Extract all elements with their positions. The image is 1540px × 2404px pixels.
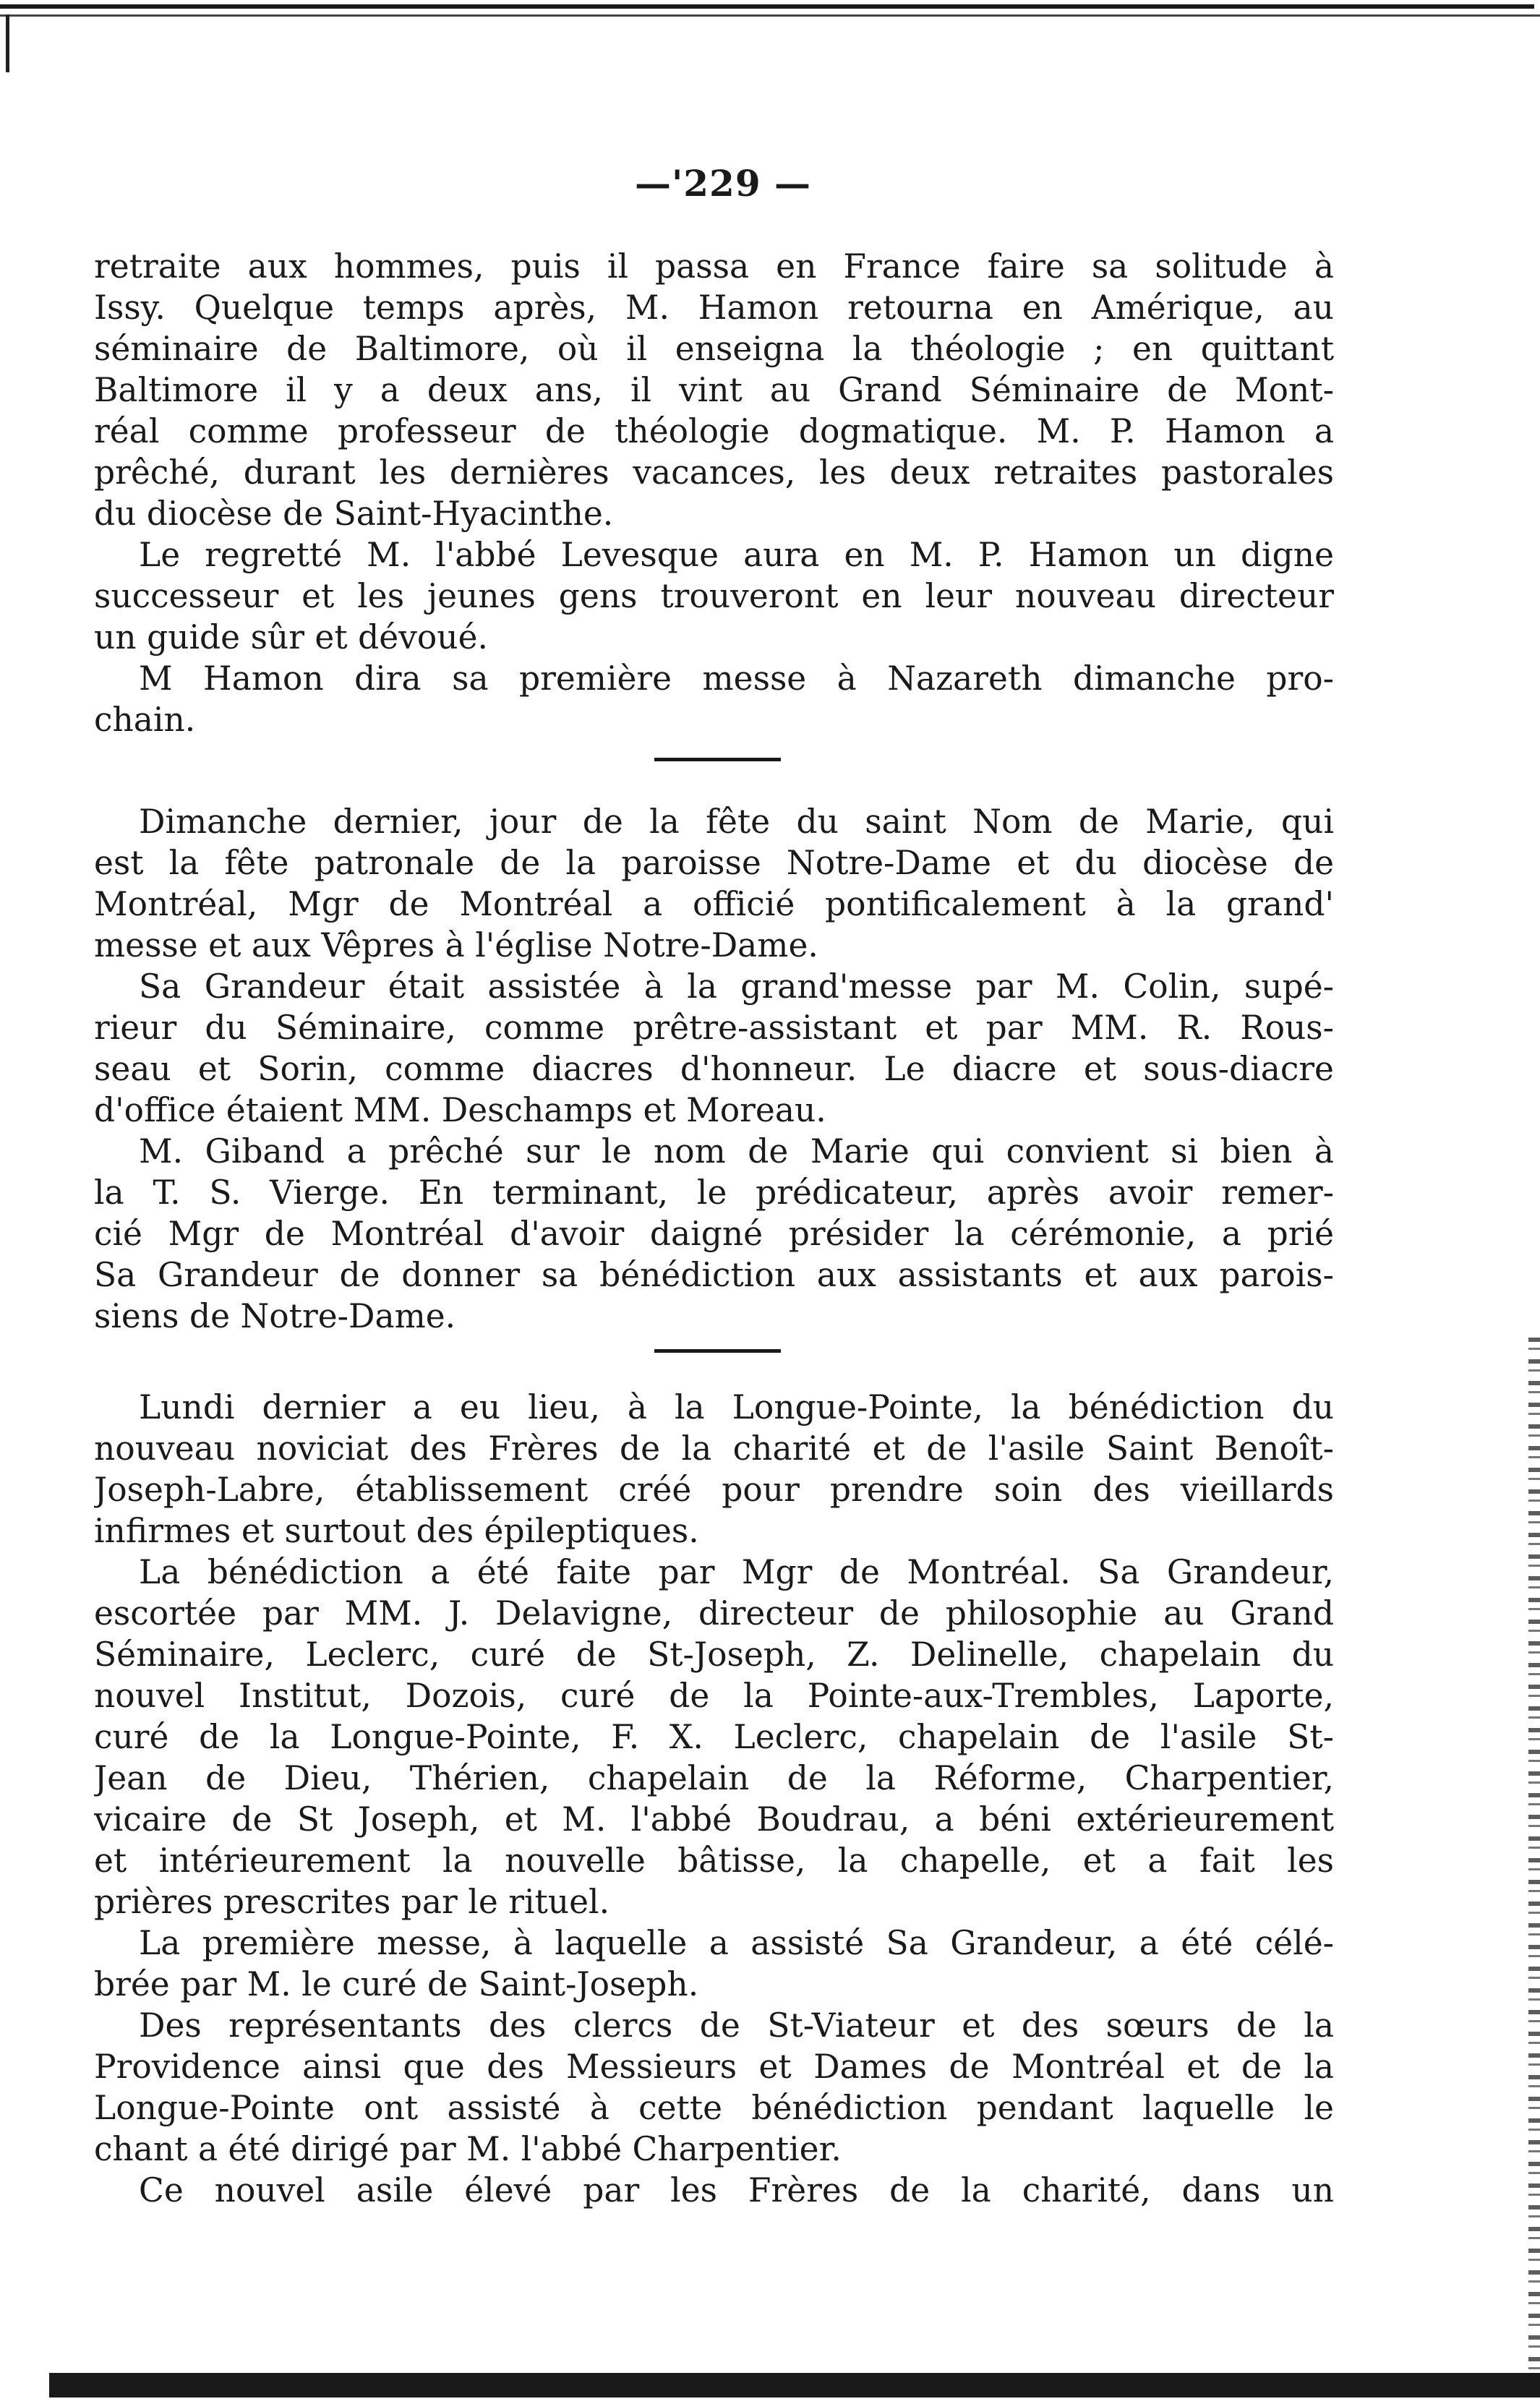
text-line: Sa Grandeur était assistée à la grand'messe par M. Colin, supé- [139,967,1334,1006]
top-border-rule-thin [0,14,1540,17]
text-line: curé de la Longue-Pointe, F. X. Leclerc, chapelain de l'asile St- [94,1718,1334,1756]
text-line: brée par M. le curé de Saint-Joseph. [94,1965,699,2003]
text-line: La première messe, à laquelle a assisté Sa Grandeur, a été célé- [139,1924,1334,1962]
text-line: rieur du Séminaire, comme prêtre-assistant et par MM. R. Rous- [94,1009,1334,1047]
article-fete-nom-de-marie [94,801,1334,1337]
text-line: M Hamon dira sa première messe à Nazareth dimanche pro- [139,659,1334,698]
text-line: Montréal, Mgr de Montréal a officié pontificalement à la grand' [94,885,1334,923]
text-line: retraite aux hommes, puis il passa en France faire sa solitude à [94,247,1334,286]
section-separator [654,758,781,761]
article-longue-pointe [94,1387,1334,2211]
text-line: du diocèse de Saint-Hyacinthe. [94,495,614,533]
text-line: séminaire de Baltimore, où il enseigna la théologie ; en quittant [94,330,1334,368]
text-line: Baltimore il y a deux ans, il vint au Grand Séminaire de Mont- [94,371,1334,409]
text-line: vicaire de St Joseph, et M. l'abbé Boudrau, a béni extérieurement [94,1800,1334,1839]
text-line: Séminaire, Leclerc, curé de St-Joseph, Z. Delinelle, chapelain du [94,1635,1334,1674]
text-line: et intérieurement la nouvelle bâtisse, la chapelle, et a fait les [94,1842,1334,1880]
text-line: infirmes et surtout des épileptiques. [94,1512,699,1550]
text-line: escortée par MM. J. Delavigne, directeur de philosophie au Grand [94,1594,1334,1633]
left-edge-mark [6,14,9,72]
text-line: réal comme professeur de théologie dogmatique. M. P. Hamon a [94,412,1334,450]
text-line: un guide sûr et dévoué. [94,618,488,656]
text-line: messe et aux Vêpres à l'église Notre-Dame. [94,926,818,964]
text-line: nouveau noviciat des Frères de la charité et de l'asile Saint Benoît- [94,1429,1334,1468]
section-separator [654,1349,781,1353]
text-line: Jean de Dieu, Thérien, chapelain de la Réforme, Charpentier, [94,1759,1334,1797]
bottom-border-rule [49,2373,1540,2397]
top-border-rule [0,4,1534,9]
text-line: chant a été dirigé par M. l'abbé Charpentier. [94,2130,842,2168]
text-line: seau et Sorin, comme diacres d'honneur. Le diacre et sous-diacre [94,1050,1334,1088]
text-line: M. Giband a prêché sur le nom de Marie qui convient si bien à [139,1132,1334,1171]
text-line: la T. S. Vierge. En terminant, le prédicateur, après avoir remer- [94,1173,1334,1212]
page-number: —'229 — [634,162,812,205]
text-line: Ce nouvel asile élevé par les Frères de la charité, dans un [139,2171,1334,2210]
article-hamon [94,246,1334,740]
text-line: Des représentants des clercs de St-Viateur et des sœurs de la [139,2006,1334,2045]
text-line: Issy. Quelque temps après, M. Hamon retourna en Amérique, au [94,288,1334,327]
text-line: Joseph-Labre, établissement créé pour prendre soin des vieillards [94,1471,1334,1509]
text-line: Sa Grandeur de donner sa bénédiction aux assistants et aux parois- [94,1256,1334,1294]
text-line: chain. [94,701,196,739]
text-line: siens de Notre-Dame. [94,1297,456,1335]
text-line: est la fête patronale de la paroisse Notre-Dame et du diocèse de [94,844,1334,882]
text-line: successeur et les jeunes gens trouveront en leur nouveau directeur [94,577,1334,615]
text-line: Dimanche dernier, jour de la fête du saint Nom de Marie, qui [139,803,1334,841]
text-line: La bénédiction a été faite par Mgr de Montréal. Sa Grandeur, [139,1553,1334,1591]
text-line: prières prescrites par le rituel. [94,1883,610,1921]
text-line: Lundi dernier a eu lieu, à la Longue-Pointe, la bénédiction du [139,1388,1334,1426]
right-edge-scan-artifact [1528,1338,1540,2379]
text-line: Longue-Pointe ont assisté à cette bénédiction pendant laquelle le [94,2089,1334,2127]
text-line: Providence ainsi que des Messieurs et Dames de Montréal et de la [94,2048,1334,2086]
text-line: d'office étaient MM. Deschamps et Moreau. [94,1091,826,1129]
text-line: prêché, durant les dernières vacances, les deux retraites pastorales [94,453,1334,492]
text-line: Le regretté M. l'abbé Levesque aura en M. P. Hamon un digne [139,536,1334,574]
text-line: nouvel Institut, Dozois, curé de la Pointe-aux-Trembles, Laporte, [94,1677,1334,1715]
text-line: cié Mgr de Montréal d'avoir daigné présider la cérémonie, a prié [94,1215,1334,1253]
